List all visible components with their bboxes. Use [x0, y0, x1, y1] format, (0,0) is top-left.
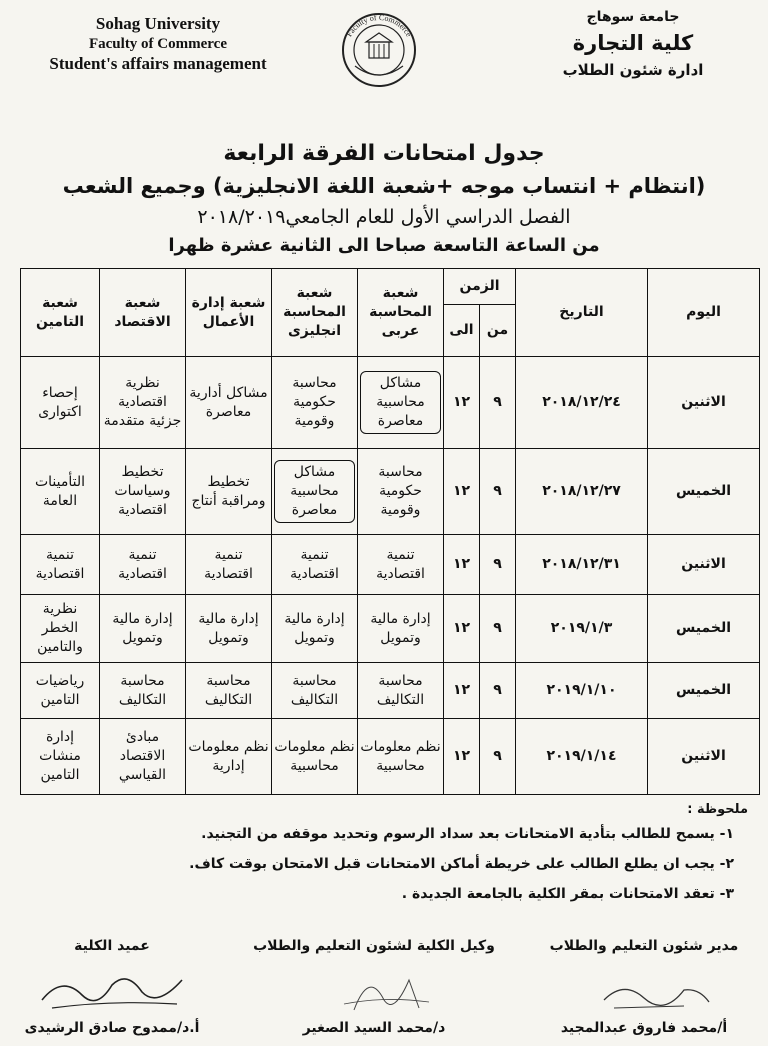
header-to: الى: [444, 305, 480, 357]
row-cell: تنمية اقتصادية: [272, 535, 358, 595]
university-name-en: Sohag University: [95, 14, 221, 33]
row-day: الخميس: [648, 449, 760, 535]
table-row: [21, 357, 760, 449]
row-cell: نظم معلومات محاسبية: [272, 719, 358, 795]
row-cell: التأمينات العامة: [21, 449, 100, 535]
signature-block-vice-dean: [224, 938, 524, 1038]
handwritten-signature-icon: [534, 960, 754, 1020]
row-from: ٩: [480, 357, 516, 449]
row-cell: محاسبة التكاليف: [100, 663, 186, 719]
table-row: [21, 449, 760, 535]
note-item: ١- يسمح للطالب بتأدية الامتحانات بعد سداد الرسوم وتحديد موقفه من التجنيد.: [201, 826, 734, 842]
row-cell: إدارة مالية وتمويل: [186, 595, 272, 663]
row-cell: تخطيط وسياسات اقتصادية: [100, 449, 186, 535]
table-row: [21, 535, 760, 595]
faculty-logo: [333, 8, 425, 88]
title-main: جدول امتحانات الفرقة الرابعة: [223, 141, 545, 166]
table-row: [21, 595, 760, 663]
row-date: ٢٠١٨/١٢/٣١: [516, 535, 648, 595]
signature-name: أ.د/ممدوح صادق الرشيدى: [24, 1020, 200, 1036]
header-time: الزمن: [444, 269, 516, 305]
faculty-name-en: Faculty of Commerce: [88, 36, 227, 52]
boxed-subject: مشاكل محاسبية معاصرة: [360, 371, 441, 434]
row-to: ١٢: [444, 535, 480, 595]
row-cell: إحصاء اكتوارى: [21, 357, 100, 449]
row-day: الاثنين: [648, 535, 760, 595]
header-arabic: [518, 6, 748, 82]
row-cell: نظرية اقتصادية جزئية متقدمة: [100, 357, 186, 449]
row-to: ١٢: [444, 357, 480, 449]
row-from: ٩: [480, 663, 516, 719]
row-cell: محاسبة التكاليف: [186, 663, 272, 719]
title-semester: الفصل الدراسي الأول للعام الجامعي٢٠١٨/٢٠١٩: [197, 206, 571, 228]
row-day: الاثنين: [648, 719, 760, 795]
row-cell: إدارة مالية وتمويل: [100, 595, 186, 663]
row-cell: محاسبة التكاليف: [272, 663, 358, 719]
row-cell: إدارة مالية وتمويل: [272, 595, 358, 663]
signature-block-education-director: [534, 938, 754, 1038]
header-accounting-arabic: شعبة المحاسبة عربى: [358, 269, 444, 357]
signature-name: د/محمد السيد الصغير: [302, 1020, 446, 1036]
row-to: ١٢: [444, 595, 480, 663]
note-item: ٣- تعقد الامتحانات بمقر الكلية بالجامعة الجديدة .: [401, 886, 734, 902]
row-cell: نظم معلومات محاسبية: [358, 719, 444, 795]
header-insurance: شعبة التامين: [21, 269, 100, 357]
row-from: ٩: [480, 595, 516, 663]
row-cell: تنمية اقتصادية: [358, 535, 444, 595]
row-cell: محاسبة التكاليف: [358, 663, 444, 719]
row-cell: محاسبة حكومية وقومية: [272, 357, 358, 449]
exam-schedule-table: [20, 268, 760, 795]
row-day: الخميس: [648, 595, 760, 663]
row-cell: تنمية اقتصادية: [21, 535, 100, 595]
faculty-name-ar: كلية التجارة: [572, 31, 694, 55]
header-from: من: [480, 305, 516, 357]
header-date: التاريخ: [516, 269, 648, 357]
university-name-ar: جامعة سوهاج: [586, 9, 680, 25]
row-to: ١٢: [444, 449, 480, 535]
document-titles: [20, 138, 748, 260]
row-cell: تنمية اقتصادية: [100, 535, 186, 595]
row-to: ١٢: [444, 663, 480, 719]
header-day: اليوم: [648, 269, 760, 357]
handwritten-signature-icon: [224, 960, 524, 1020]
department-name-en: Student's affairs management: [49, 54, 267, 73]
row-date: ٢٠١٨/١٢/٢٤: [516, 357, 648, 449]
header-english: [18, 14, 298, 74]
row-from: ٩: [480, 449, 516, 535]
row-cell: محاسبة حكومية وقومية: [358, 449, 444, 535]
department-name-ar: ادارة شئون الطلاب: [562, 61, 704, 79]
table-row: [21, 663, 760, 719]
row-cell: مبادئ الاقتصاد القياسي: [100, 719, 186, 795]
table-row: [21, 719, 760, 795]
title-hours: من الساعة التاسعة صباحا الى الثانية عشرة ظهرا: [168, 235, 600, 256]
row-cell: نظرية الخطر والتامين: [21, 595, 100, 663]
row-cell: تخطيط ومراقبة أنتاج: [186, 449, 272, 535]
row-cell: [272, 449, 358, 535]
row-from: ٩: [480, 535, 516, 595]
row-from: ٩: [480, 719, 516, 795]
row-date: ٢٠١٩/١/٣: [516, 595, 648, 663]
handwritten-signature-icon: [12, 960, 212, 1020]
signature-title: وكيل الكلية لشئون التعليم والطلاب: [253, 938, 495, 954]
header-business-admin: شعبة إدارة الأعمال: [186, 269, 272, 357]
notes-section: [20, 802, 748, 909]
svg-text:Faculty of Commerce: Faculty of Commerce: [344, 12, 414, 39]
title-divisions: (انتظام + انتساب موجه +شعبة اللغة الانجليزية) وجميع الشعب: [62, 174, 706, 198]
row-cell: إدارة مالية وتمويل: [358, 595, 444, 663]
note-item: ٢- يجب ان يطلع الطالب على خريطة أماكن الامتحانات قبل الامتحان بوقت كاف.: [189, 856, 734, 872]
row-cell: مشاكل أدارية معاصرة: [186, 357, 272, 449]
row-date: ٢٠١٩/١/١٠: [516, 663, 648, 719]
boxed-subject: مشاكل محاسبية معاصرة: [274, 460, 355, 523]
header-economics: شعبة الاقتصاد: [100, 269, 186, 357]
header-accounting-english: شعبة المحاسبة انجليزى: [272, 269, 358, 357]
row-cell: نظم معلومات إدارية: [186, 719, 272, 795]
signature-title: عميد الكلية: [74, 938, 150, 954]
row-cell: [358, 357, 444, 449]
row-cell: إدارة منشات التامين: [21, 719, 100, 795]
row-cell: تنمية اقتصادية: [186, 535, 272, 595]
signature-title: مدير شئون التعليم والطلاب: [549, 938, 739, 954]
row-cell: رياضيات التامين: [21, 663, 100, 719]
row-day: الخميس: [648, 663, 760, 719]
signature-name: أ/محمد فاروق عبدالمجيد: [560, 1020, 728, 1036]
row-to: ١٢: [444, 719, 480, 795]
row-day: الاثنين: [648, 357, 760, 449]
notes-label: ملحوظة :: [687, 802, 748, 817]
row-date: ٢٠١٨/١٢/٢٧: [516, 449, 648, 535]
signature-block-dean: [12, 938, 212, 1038]
row-date: ٢٠١٩/١/١٤: [516, 719, 648, 795]
